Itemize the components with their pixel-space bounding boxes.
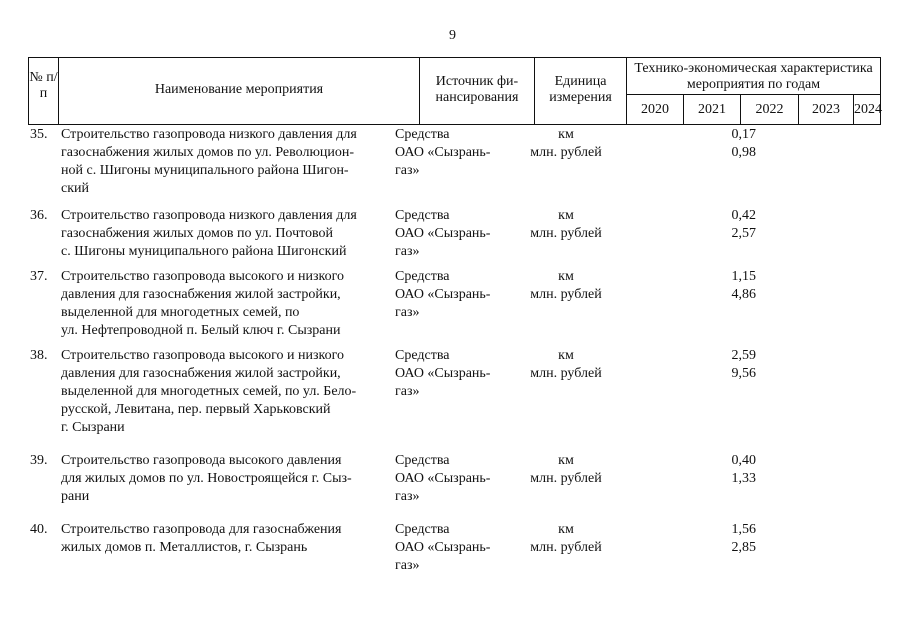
row-source-line: газ»	[395, 244, 420, 259]
row-source	[395, 452, 519, 506]
row-name-line: давления для газоснабжения жилой застройки,	[61, 287, 341, 302]
row-name	[61, 207, 395, 261]
row-unit	[516, 126, 616, 162]
row-value-2022	[726, 347, 756, 383]
row-value-2022	[726, 452, 756, 488]
row-source-line: газ»	[395, 163, 420, 178]
row-source-line: ОАО «Сызрань-	[395, 366, 491, 381]
row-unit-line: млн. рублей	[530, 226, 602, 241]
row-value-2022	[726, 521, 756, 557]
row-name-line: Строительство газопровода низкого давления для	[61, 127, 357, 142]
row-unit-line: км	[558, 453, 574, 468]
row-source-line: Средства	[395, 208, 450, 223]
row-number: 38.	[30, 348, 48, 363]
row-source	[395, 268, 519, 322]
row-value: 1,15	[731, 269, 756, 284]
table-header	[28, 57, 881, 125]
row-unit-line: км	[558, 522, 574, 537]
row-source-line: Средства	[395, 522, 450, 537]
row-unit-line: млн. рублей	[530, 366, 602, 381]
row-source-line: Средства	[395, 348, 450, 363]
row-name	[61, 452, 395, 506]
row-number: 37.	[30, 269, 48, 284]
row-name-line: Строительство газопровода низкого давления для	[61, 208, 357, 223]
row-name-line: г. Сызрани	[61, 420, 125, 435]
row-source	[395, 126, 519, 180]
row-source-line: газ»	[395, 558, 420, 573]
header-name: Наименование мероприятия	[58, 57, 420, 125]
row-source-line: Средства	[395, 453, 450, 468]
row-name-line: для жилых домов по ул. Новостроящейся г. Сыз-	[61, 471, 352, 486]
row-name-line: Строительство газопровода высокого и низкого	[61, 269, 345, 284]
row-number: 40.	[30, 522, 48, 537]
row-name-line: русской, Левитана, пер. первый Харьковский	[61, 402, 331, 417]
row-value: 1,33	[731, 471, 756, 486]
row-name-line: выделенной для многодетных семей, по	[61, 305, 300, 320]
row-source-line: газ»	[395, 305, 420, 320]
row-name-line: рани	[61, 489, 90, 504]
row-source	[395, 521, 519, 575]
row-unit-line: млн. рублей	[530, 145, 602, 160]
row-name	[61, 268, 395, 340]
row-source-line: газ»	[395, 384, 420, 399]
row-unit	[516, 268, 616, 304]
row-name-line: выделенной для многодетных семей, по ул. Бело-	[61, 384, 357, 399]
row-value: 0,98	[731, 145, 756, 160]
row-value: 0,17	[731, 127, 756, 142]
row-number: 35.	[30, 127, 48, 142]
row-source-line: ОАО «Сызрань-	[395, 145, 491, 160]
row-source-line: Средства	[395, 269, 450, 284]
row-source	[395, 207, 519, 261]
row-number: 36.	[30, 208, 48, 223]
row-value: 9,56	[731, 366, 756, 381]
row-name-line: Строительство газопровода высокого давления	[61, 453, 342, 468]
header-unit: Единица измерения	[534, 57, 627, 125]
header-year: 2020	[626, 94, 684, 125]
row-unit-line: млн. рублей	[530, 287, 602, 302]
row-number: 39.	[30, 453, 48, 468]
row-value: 2,85	[731, 540, 756, 555]
header-tech: Технико-экономическая характеристика мероприятия по годам	[626, 57, 881, 95]
row-name-line: давления для газоснабжения жилой застройки,	[61, 366, 341, 381]
page-number: 9	[449, 28, 456, 43]
row-name-line: ский	[61, 181, 89, 196]
row-name-line: Строительство газопровода для газоснабжения	[61, 522, 342, 537]
row-source-line: газ»	[395, 489, 420, 504]
header-year: 2022	[740, 94, 799, 125]
row-value: 0,40	[731, 453, 756, 468]
row-name-line: газоснабжения жилых домов по ул. Революцион-	[61, 145, 355, 160]
row-unit	[516, 207, 616, 243]
row-name-line: жилых домов п. Металлистов, г. Сызрань	[61, 540, 308, 555]
header-source: Источник фи-нансирования	[419, 57, 535, 125]
row-name-line: ной с. Шигоны муниципального района Шигон-	[61, 163, 349, 178]
row-source-line: ОАО «Сызрань-	[395, 471, 491, 486]
row-name	[61, 126, 395, 198]
row-unit-line: млн. рублей	[530, 471, 602, 486]
row-unit	[516, 347, 616, 383]
row-value-2022	[726, 207, 756, 243]
row-name	[61, 347, 395, 437]
row-value: 1,56	[731, 522, 756, 537]
row-value: 2,57	[731, 226, 756, 241]
header-year: 2023	[798, 94, 854, 125]
row-source-line: ОАО «Сызрань-	[395, 540, 491, 555]
row-value: 2,59	[731, 348, 756, 363]
row-value-2022	[726, 126, 756, 162]
row-unit	[516, 521, 616, 557]
row-unit-line: км	[558, 348, 574, 363]
row-source-line: ОАО «Сызрань-	[395, 287, 491, 302]
row-value-2022	[726, 268, 756, 304]
row-source-line: ОАО «Сызрань-	[395, 226, 491, 241]
header-year: 2024	[853, 94, 881, 125]
row-unit-line: км	[558, 269, 574, 284]
row-unit-line: км	[558, 127, 574, 142]
row-source	[395, 347, 519, 401]
row-name	[61, 521, 395, 557]
row-source-line: Средства	[395, 127, 450, 142]
row-value: 0,42	[731, 208, 756, 223]
row-unit-line: км	[558, 208, 574, 223]
row-name-line: ул. Нефтепроводной п. Белый ключ г. Сызрани	[61, 323, 341, 338]
row-name-line: газоснабжения жилых домов по ул. Почтовой	[61, 226, 334, 241]
row-value: 4,86	[731, 287, 756, 302]
header-number: № п/п	[28, 57, 59, 125]
header-year: 2021	[683, 94, 741, 125]
row-name-line: с. Шигоны муниципального района Шигонский	[61, 244, 347, 259]
row-unit-line: млн. рублей	[530, 540, 602, 555]
row-name-line: Строительство газопровода высокого и низкого	[61, 348, 345, 363]
row-unit	[516, 452, 616, 488]
